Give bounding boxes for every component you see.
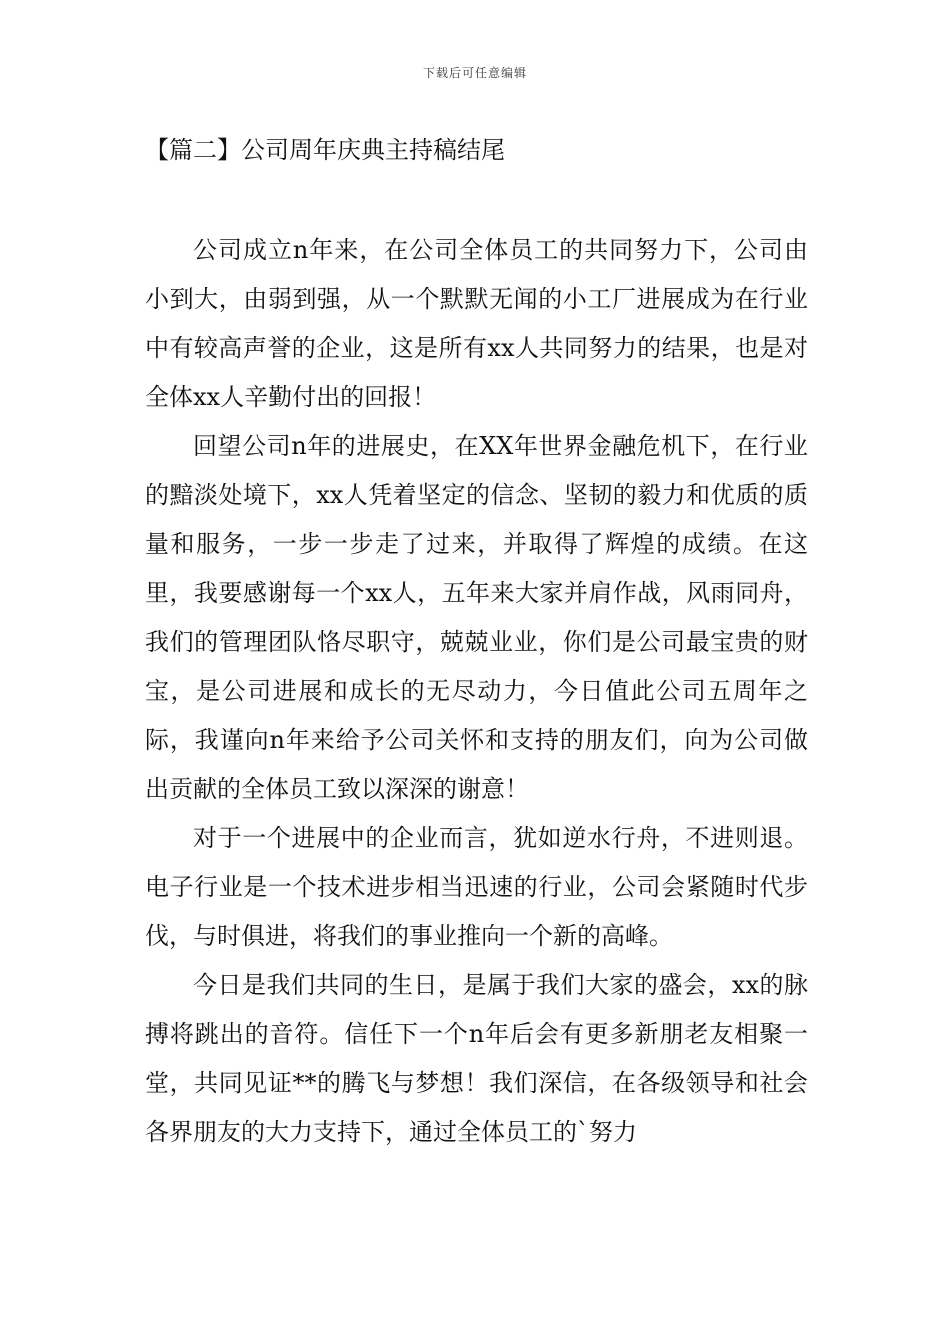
document-title: 【篇二】公司周年庆典主持稿结尾 bbox=[145, 136, 505, 164]
paragraph: 对于一个进展中的企业而言，犹如逆水行舟，不进则退。电子行业是一个技术进步相当迅速的行业，公司会紧随时代步伐，与时俱进，将我们的事业推向一个新的高峰。 bbox=[145, 824, 808, 950]
document-body bbox=[145, 226, 808, 1157]
paragraph: 公司成立n年来，在公司全体员工的共同努力下，公司由小到大，由弱到强，从一个默默无闻的小工厂进展成为在行业中有较高声誉的企业，这是所有xx人共同努力的结果，也是对全体xx人辛勤付出的回报！ bbox=[145, 236, 808, 411]
page-header-note: 下载后可任意编辑 bbox=[422, 66, 527, 80]
paragraph: 今日是我们共同的生日，是属于我们大家的盛会，xx的脉搏将跳出的音符。信任下一个n年后会有更多新朋老友相聚一堂，共同见证**的腾飞与梦想！我们深信，在各级领导和社会各界朋友的大力支持下，通过全体员工的`努力 bbox=[145, 971, 808, 1146]
paragraph: 回望公司n年的进展史，在XX年世界金融危机下，在行业的黯淡处境下，xx人凭着坚定的信念、坚韧的毅力和优质的质量和服务，一步一步走了过来，并取得了辉煌的成绩。在这里，我要感谢每一个xx人，五年来大家并肩作战，风雨同舟，我们的管理团队恪尽职守，兢兢业业，你们是公司最宝贵的财宝，是公司进展和成长的无尽动力，今日值此公司五周年之际，我谨向n年来给予公司关怀和支持的朋友们，向为公司做出贡献的全体员工致以深深的谢意！ bbox=[145, 432, 808, 803]
